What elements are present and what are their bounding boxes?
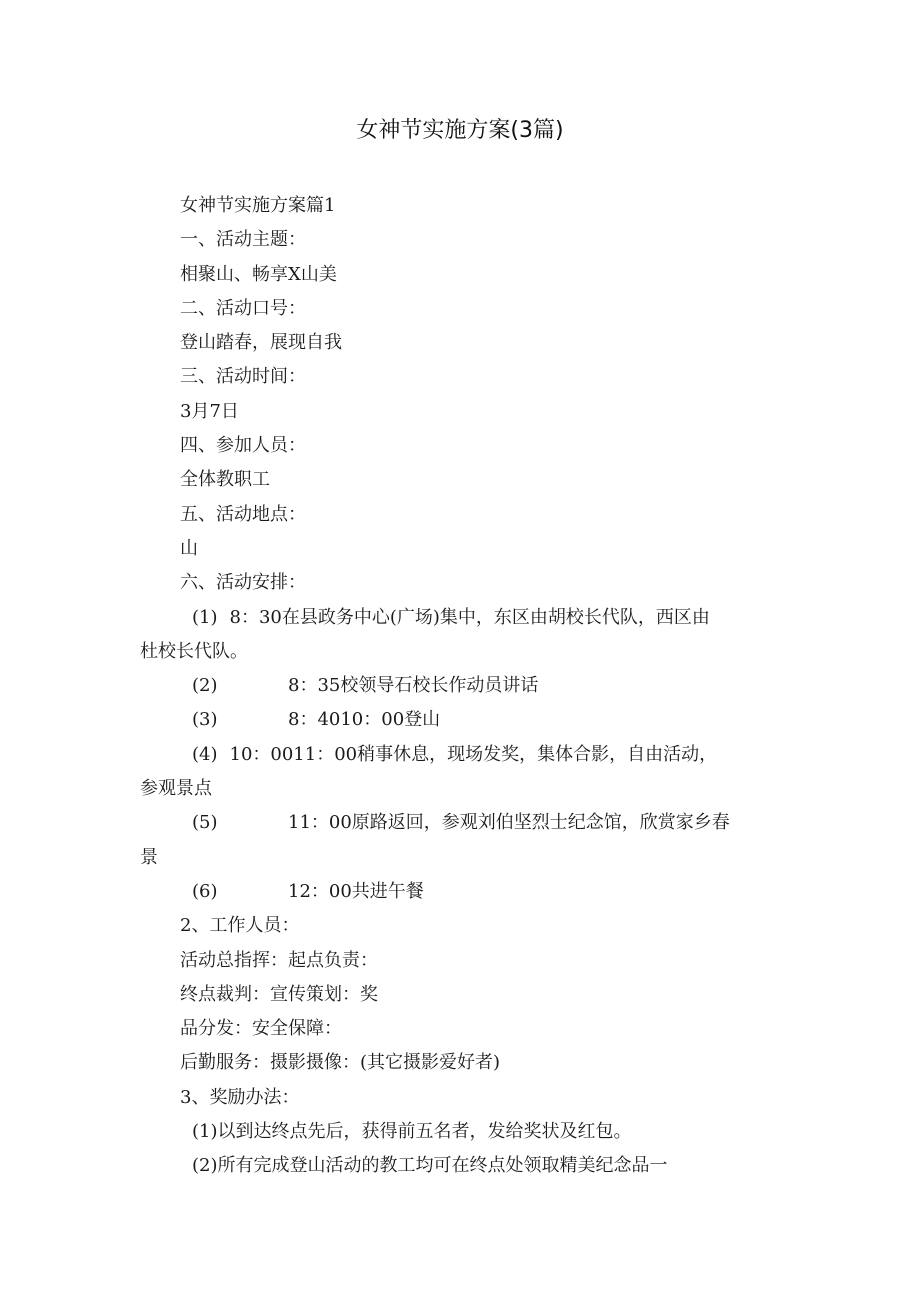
schedule-item-text: 8：30在县政务中心(广场)集中，东区由胡校长代队，西区由 <box>229 606 710 628</box>
schedule-item <box>140 601 780 635</box>
schedule-item-text: 10：0011：00稍事休息，现场发奖，集体合影，自由活动， <box>229 743 718 765</box>
time-label: 三、活动时间： <box>180 366 306 388</box>
section-heading: 女神节实施方案篇1 <box>180 195 336 216</box>
location-label: 五、活动地点： <box>180 503 306 525</box>
schedule-item-number: (1) <box>192 606 218 628</box>
staff-line: 后勤服务：摄影摄像：(其它摄影爱好者) <box>180 1052 501 1074</box>
staff-label: 2、工作人员： <box>180 915 300 937</box>
document-body <box>140 189 780 1184</box>
schedule-item <box>140 738 780 772</box>
slogan-value: 登山踏春，展现自我 <box>180 332 342 354</box>
staff-line: 活动总指挥：起点负责： <box>180 949 378 971</box>
schedule-item-number: (3) <box>192 709 218 731</box>
schedule-item-number: (4) <box>192 743 218 765</box>
schedule-item-number: (5) <box>192 812 218 834</box>
time-value: 3月7日 <box>180 400 239 422</box>
schedule-item <box>140 875 780 909</box>
schedule-item-continuation: 景 <box>140 846 158 868</box>
awards-label: 3、奖励办法： <box>180 1086 300 1108</box>
theme-label: 一、活动主题： <box>180 229 306 251</box>
schedule-item-number: (6) <box>192 880 218 902</box>
location-value: 山 <box>180 537 198 559</box>
schedule-item-text: 12：00共进午餐 <box>288 880 424 902</box>
schedule-item <box>140 703 780 737</box>
awards-line: (2)所有完成登山活动的教工均可在终点处领取精美纪念品一 <box>192 1155 668 1177</box>
schedule-item-continuation: 杜校长代队。 <box>140 640 248 662</box>
schedule-item-number: (2) <box>192 675 218 697</box>
staff-line: 终点裁判：宣传策划：奖 <box>180 983 378 1005</box>
theme-value: 相聚山、畅享X山美 <box>180 263 337 285</box>
slogan-label: 二、活动口号： <box>180 297 306 319</box>
participants-label: 四、参加人员： <box>180 435 306 457</box>
participants-value: 全体教职工 <box>180 469 270 491</box>
document-title: 女神节实施方案(3篇) <box>356 118 564 143</box>
schedule-item-text: 8：35校领导石校长作动员讲话 <box>288 675 539 697</box>
schedule-item-text: 11：00原路返回，参观刘伯坚烈士纪念馆，欣赏家乡春 <box>288 812 730 834</box>
staff-line: 品分发：安全保障： <box>180 1018 342 1040</box>
schedule-item-text: 8：4010：00登山 <box>288 709 441 731</box>
schedule-item <box>140 669 780 703</box>
schedule-item-continuation: 参观景点 <box>140 778 212 800</box>
awards-line: (1)以到达终点先后，获得前五名者，发给奖状及红包。 <box>192 1121 632 1143</box>
schedule-item <box>140 806 780 840</box>
schedule-label: 六、活动安排： <box>180 572 306 594</box>
